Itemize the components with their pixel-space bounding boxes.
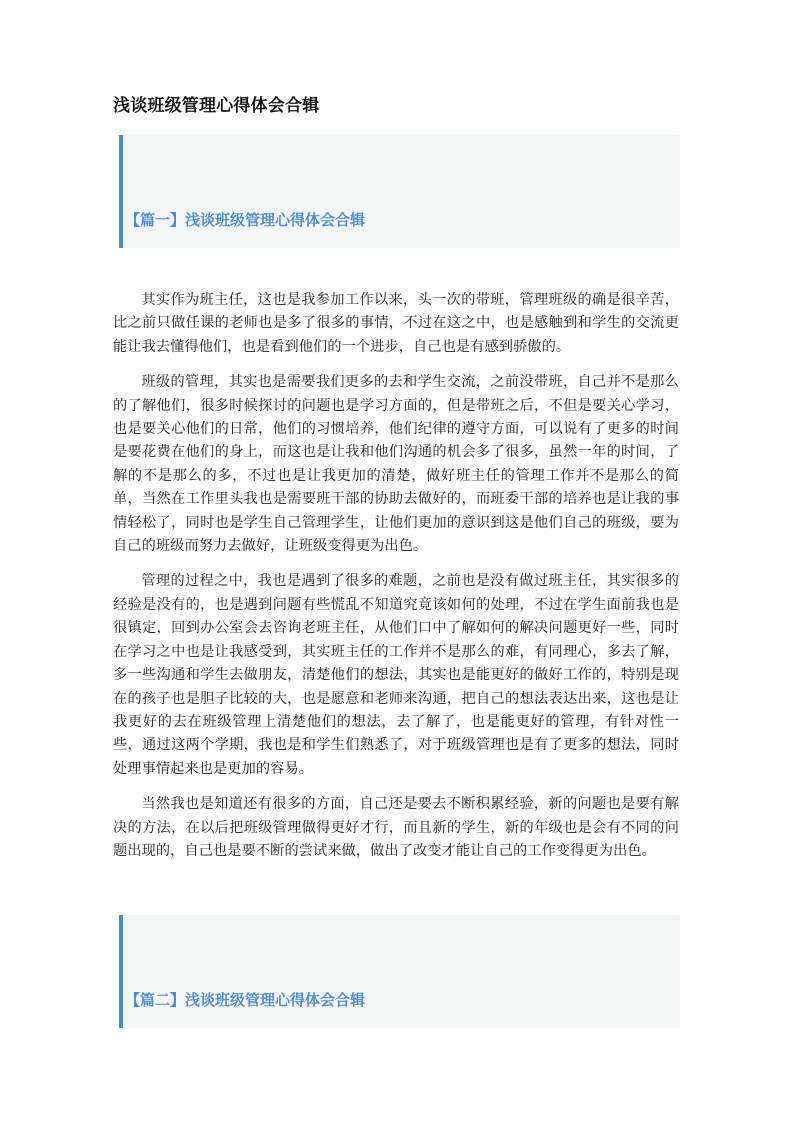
- document-title: 浅谈班级管理心得体会合辑: [113, 96, 320, 116]
- section-heading-1: 【篇一】浅谈班级管理心得体会合辑: [125, 211, 366, 229]
- section-heading-2: 【篇二】浅谈班级管理心得体会合辑: [125, 991, 366, 1009]
- paragraph-1: 其实作为班主任，这也是我参加工作以来，头一次的带班，管理班级的确是很辛苦，比之前只做任课的老师也是多了很多的事情，不过在这之中，也是感触到和学生的交流更能让我去懂得他们，也是看到他们的一个进步，自己也是有感到骄傲的。: [113, 292, 679, 355]
- paragraph-3: 管理的过程之中，我也是遇到了很多的难题，之前也是没有做过班主任，其实很多的经验是没有的，也是遇到问题有些慌乱不知道究竟该如何的处理，不过在学生面前我也是很镇定，回到办公室会去咨询老班主任，从他们口中了解如何的解决问题更好一些，同时在学习之中也是让我感受到，其实班主任的工作并不是那么的难，有同理心，多去了解，多一些沟通和学生去做朋友，清楚他们的想法，其实也是能更好的做好工作的，特别是现在的孩子也是胆子比较的大，也是愿意和老师来沟通，把自己的想法表达出来，这也是让我更好的去在班级管理上清楚他们的想法，去了解了，也是能更好的管理，有针对性一些，通过这两个学期，我也是和学生们熟悉了，对于班级管理也是有了更多的想法，同时处理事情起来也是更加的容易。: [113, 573, 679, 777]
- paragraph-2: 班级的管理，其实也是需要我们更多的去和学生交流，之前没带班，自己并不是那么的了解他们，很多时候探讨的问题也是学习方面的，但是带班之后，不但是要关心学习，也是要关心他们的日常，他们的习惯培养，他们纪律的遵守方面，可以说有了更多的时间是要花费在他们的身上，而这也是让我和他们沟通的机会多了很多，虽然一年的时间，了解的不是那么的多，不过也是让我更加的清楚，做好班主任的管理工作并不是那么的简单，当然在工作里头我也是需要班干部的协助去做好的，而班委干部的培养也是让我的事情轻松了，同时也是学生自己管理学生，让他们更加的意识到这是他们自己的班级，要为自己的班级而努力去做好，让班级变得更为出色。: [113, 374, 679, 555]
- section-header-1: [119, 135, 680, 248]
- paragraph-4: 当然我也是知道还有很多的方面，自己还是要去不断积累经验，新的问题也是要有解决的方法，在以后把班级管理做得更好才行，而且新的学生，新的年级也是会有不同的问题出现的，自己也是要不断的尝试来做，做出了改变才能让自己的工作变得更为出色。: [113, 796, 679, 859]
- section-header-2: [119, 915, 680, 1028]
- section-1-body: [113, 289, 679, 875]
